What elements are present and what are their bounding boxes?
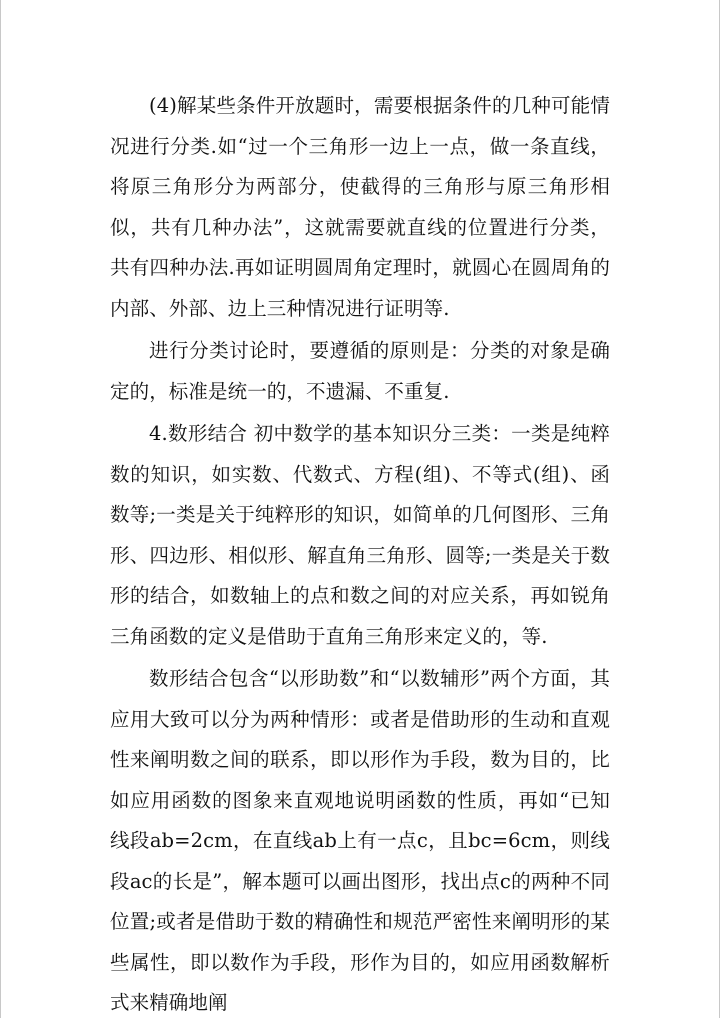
paragraph-number-shape-combination: 4.数形结合 初中数学的基本知识分三类：一类是纯粹数的知识，如实数、代数式、方程(组)、不等式(组)、函数等;一类是关于纯粹形的知识，如简单的几何图形、三角形、四边形、相似形、解直角三角形、圆等;一类是关于数形的结合，如数轴上的点和数之间的对应关系，再如锐角三角函数的定义是借助于直角三角形来定义的，等. — [110, 422, 610, 648]
document-body — [110, 86, 610, 1024]
paragraph-classification-principles: 进行分类讨论时，要遵循的原则是：分类的对象是确定的，标准是统一的，不遗漏、不重复. — [110, 339, 610, 403]
page-left-edge — [0, 0, 1, 1018]
paragraph-number-shape-applications: 数形结合包含“以形助数”和“以数辅形”两个方面，其应用大致可以分为两种情形：或者是借助形的生动和直观性来阐明数之间的联系，即以形作为手段，数为目的，比如应用函数的图象来直观地说明函数的性质，再如“已知线段ab=2cm，在直线ab上有一点c，且bc=6cm，则线段ac的长是”，解本题可以画出图形，找出点c的两种不同位置;或者是借助于数的精确性和规范严密性来阐明形的某些属性，即以数作为手段，形作为目的，如应用函数解析式来精确地阐 — [110, 667, 610, 1014]
paragraph-classification-open-problems: (4)解某些条件开放题时，需要根据条件的几种可能情况进行分类.如“过一个三角形一边上一点，做一条直线，将原三角形分为两部分，使截得的三角形与原三角形相似，共有几种办法”，这就需要就直线的位置进行分类，共有四种办法.再如证明圆周角定理时，就圆心在圆周角的内部、外部、边上三种情况进行证明等. — [110, 94, 610, 320]
